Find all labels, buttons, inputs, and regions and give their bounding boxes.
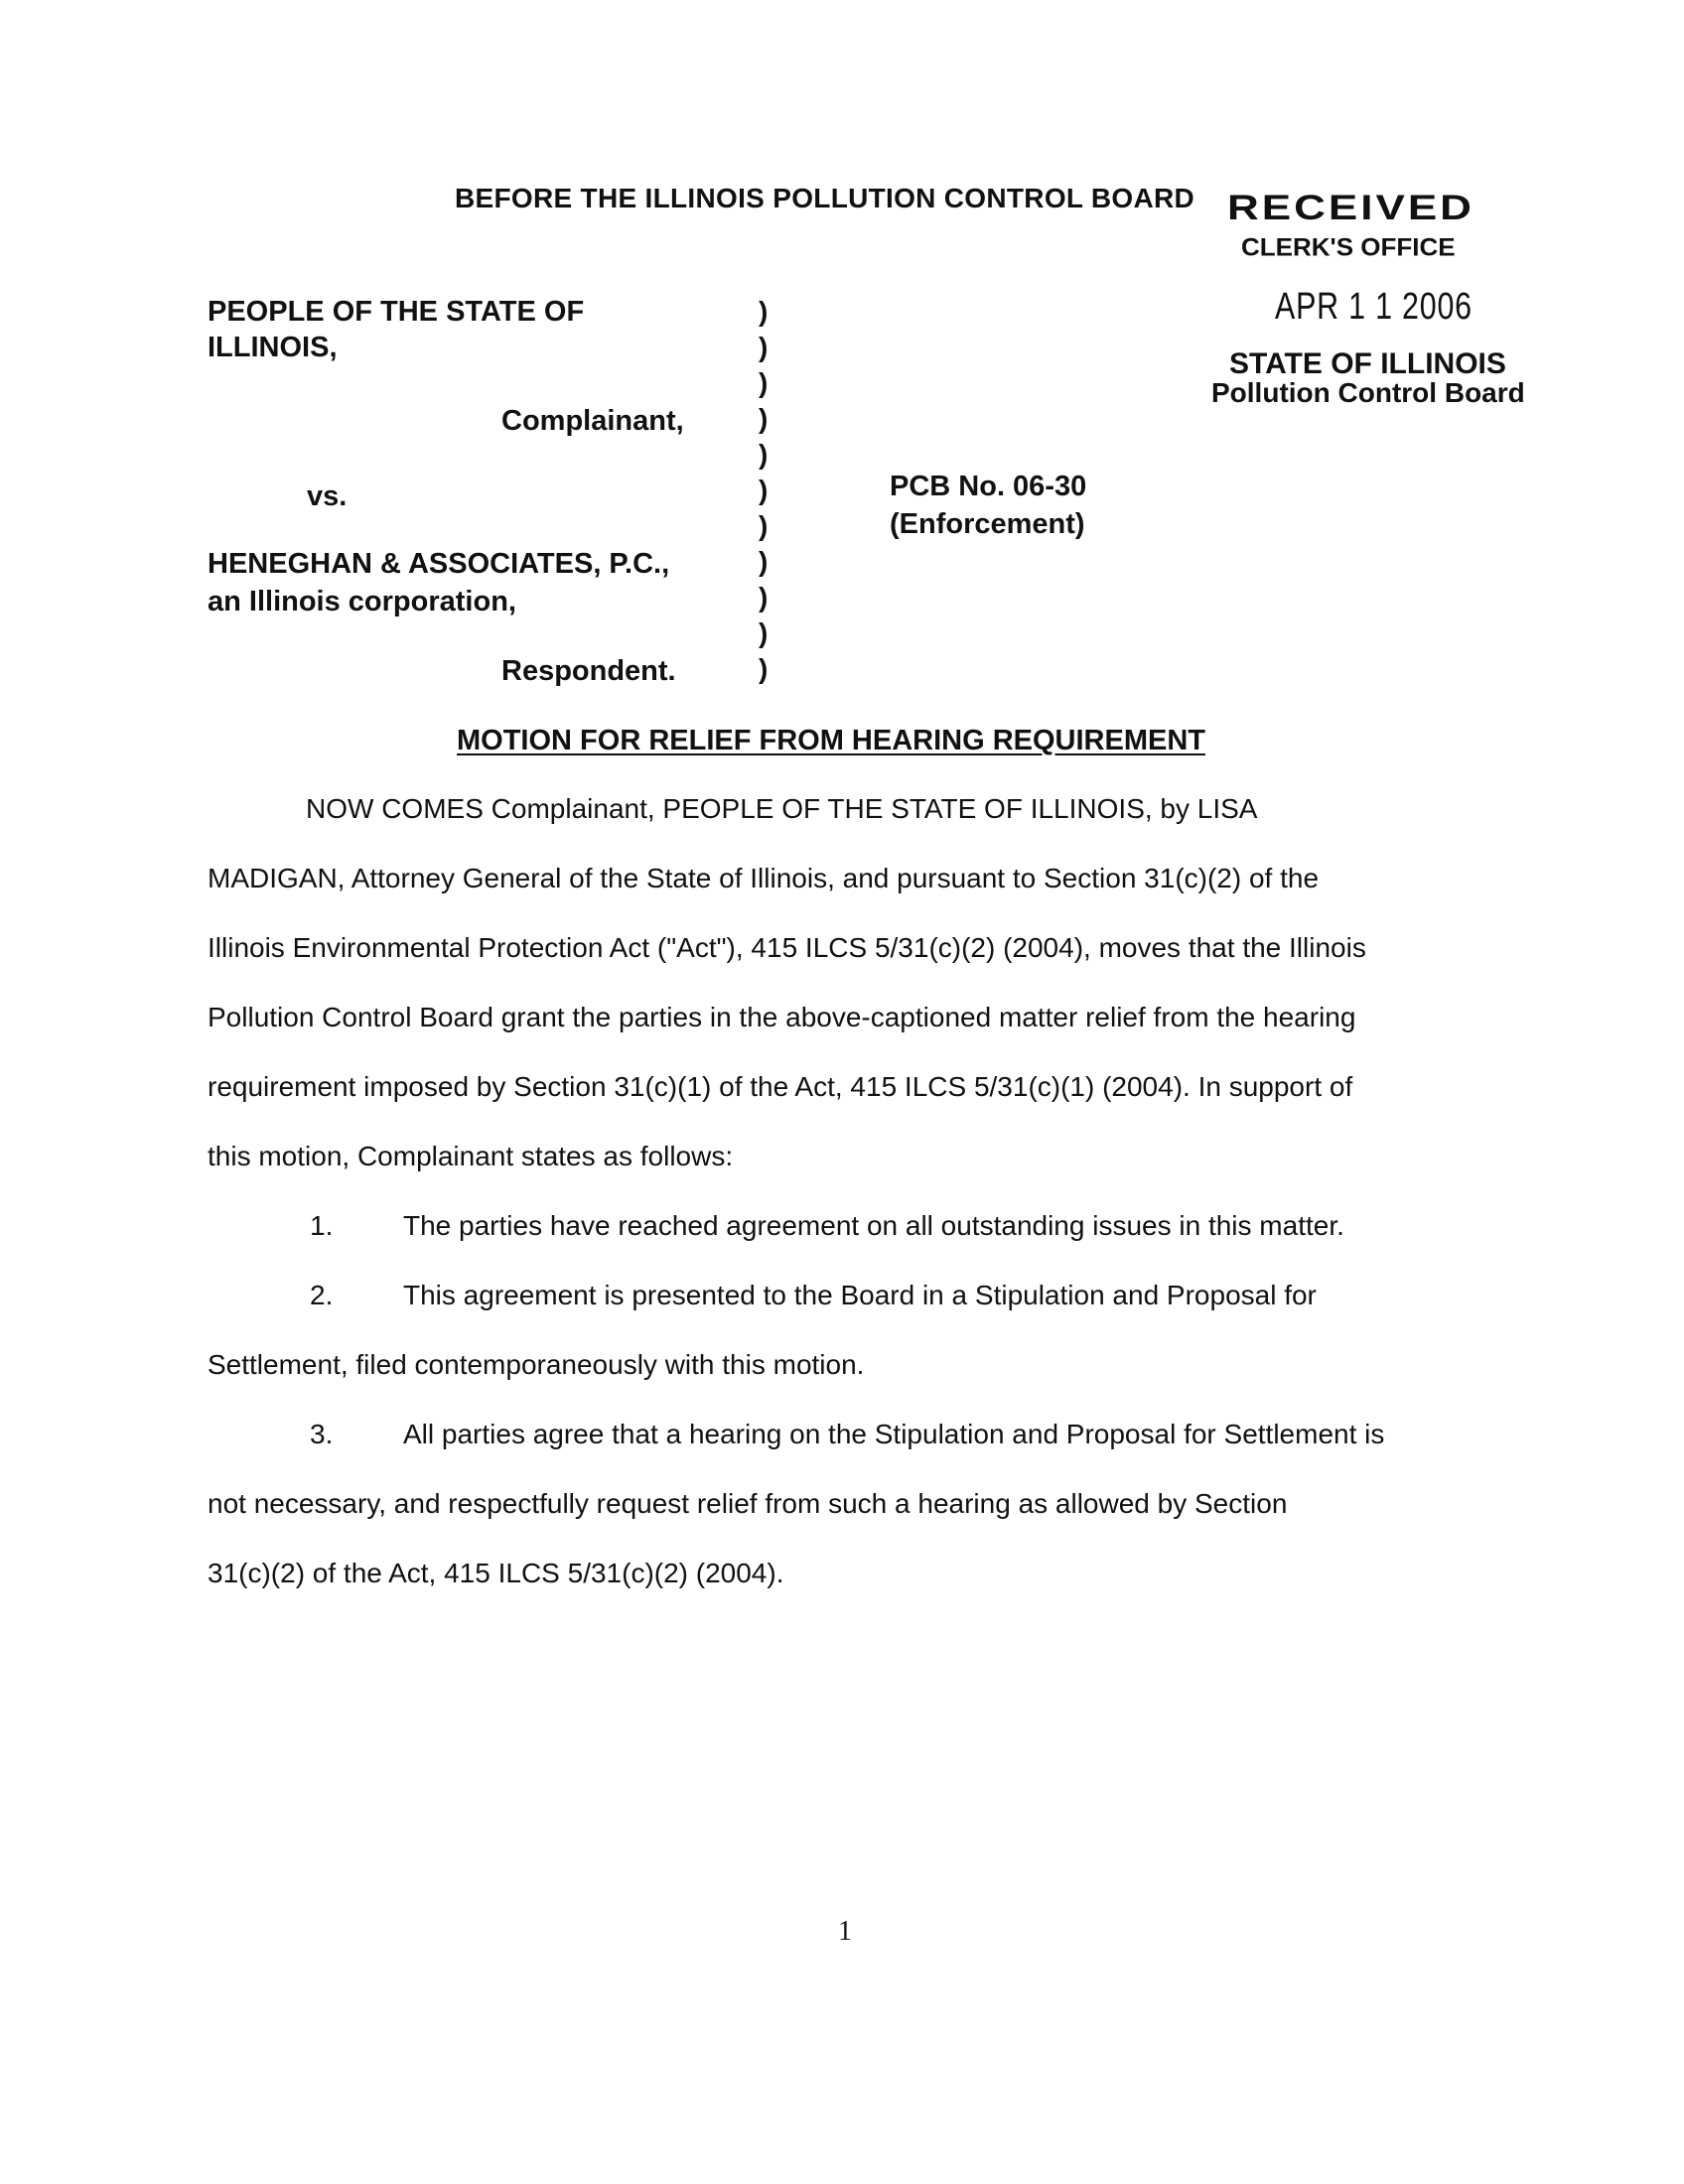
motion-title: MOTION FOR RELIEF FROM HEARING REQUIREMENT [457,725,1205,756]
paragraph-line: Illinois Environmental Protection Act ("Act"), 415 ILCS 5/31(c)(2) (2004), moves that the Illinois [208,932,1366,963]
caption-paren: ) [759,332,769,362]
paragraph-line: Pollution Control Board grant the parties in the above-captioned matter relief from the hearing [208,1002,1356,1032]
item-line: The parties have reached agreement on all outstanding issues in this matter. [403,1210,1344,1241]
respondent-role: Respondent. [501,655,676,687]
plaintiff-name: PEOPLE OF THE STATE OF [208,296,585,328]
respondent-name: HENEGHAN & ASSOCIATES, P.C., [208,548,670,580]
caption-paren: ) [759,439,769,470]
versus: vs. [307,480,348,512]
item-line: 31(c)(2) of the Act, 415 ILCS 5/31(c)(2) (2004). [208,1558,784,1588]
caption-paren: ) [759,403,769,434]
caption-paren: ) [759,367,769,398]
caption-paren: ) [759,617,769,648]
page-number: 1 [838,1916,852,1947]
caption-paren: ) [759,546,769,577]
respondent-description: an Illinois corporation, [208,586,516,617]
item-number: 2. [310,1280,334,1310]
case-type: (Enforcement) [890,508,1085,540]
plaintiff-role: Complainant, [501,405,684,437]
paragraph-line: requirement imposed by Section 31(c)(1) of the Act, 415 ILCS 5/31(c)(1) (2004). In support of [208,1071,1353,1102]
caption-paren: ) [759,510,769,541]
caption-paren: ) [759,475,769,505]
stamp-date: APR 1 1 2006 [1275,286,1473,328]
stamp-state: STATE OF ILLINOIS [1229,347,1506,380]
stamp-received: RECEIVED [1227,189,1474,228]
caption-paren: ) [759,582,769,613]
stamp-board: Pollution Control Board [1211,377,1525,408]
item-line: This agreement is presented to the Board in a Stipulation and Proposal for [403,1280,1317,1310]
item-line: All parties agree that a hearing on the Stipulation and Proposal for Settlement is [403,1419,1385,1449]
paragraph-line: this motion, Complainant states as follows: [208,1141,734,1171]
stamp-office: CLERK'S OFFICE [1241,232,1456,262]
caption-paren: ) [759,296,769,327]
paragraph-line: NOW COMES Complainant, PEOPLE OF THE STATE OF ILLINOIS, by LISA [306,793,1258,824]
court-heading: BEFORE THE ILLINOIS POLLUTION CONTROL BOARD [455,183,1195,213]
caption-paren: ) [759,653,769,684]
item-line: not necessary, and respectfully request relief from such a hearing as allowed by Section [208,1488,1288,1519]
item-number: 1. [310,1210,334,1241]
paragraph-line: MADIGAN, Attorney General of the State of Illinois, and pursuant to Section 31(c)(2) of the [208,863,1320,893]
case-number: PCB No. 06-30 [890,471,1087,502]
item-line: Settlement, filed contemporaneously with this motion. [208,1349,865,1380]
item-number: 3. [310,1419,334,1449]
plaintiff-name-cont: ILLINOIS, [208,332,338,363]
